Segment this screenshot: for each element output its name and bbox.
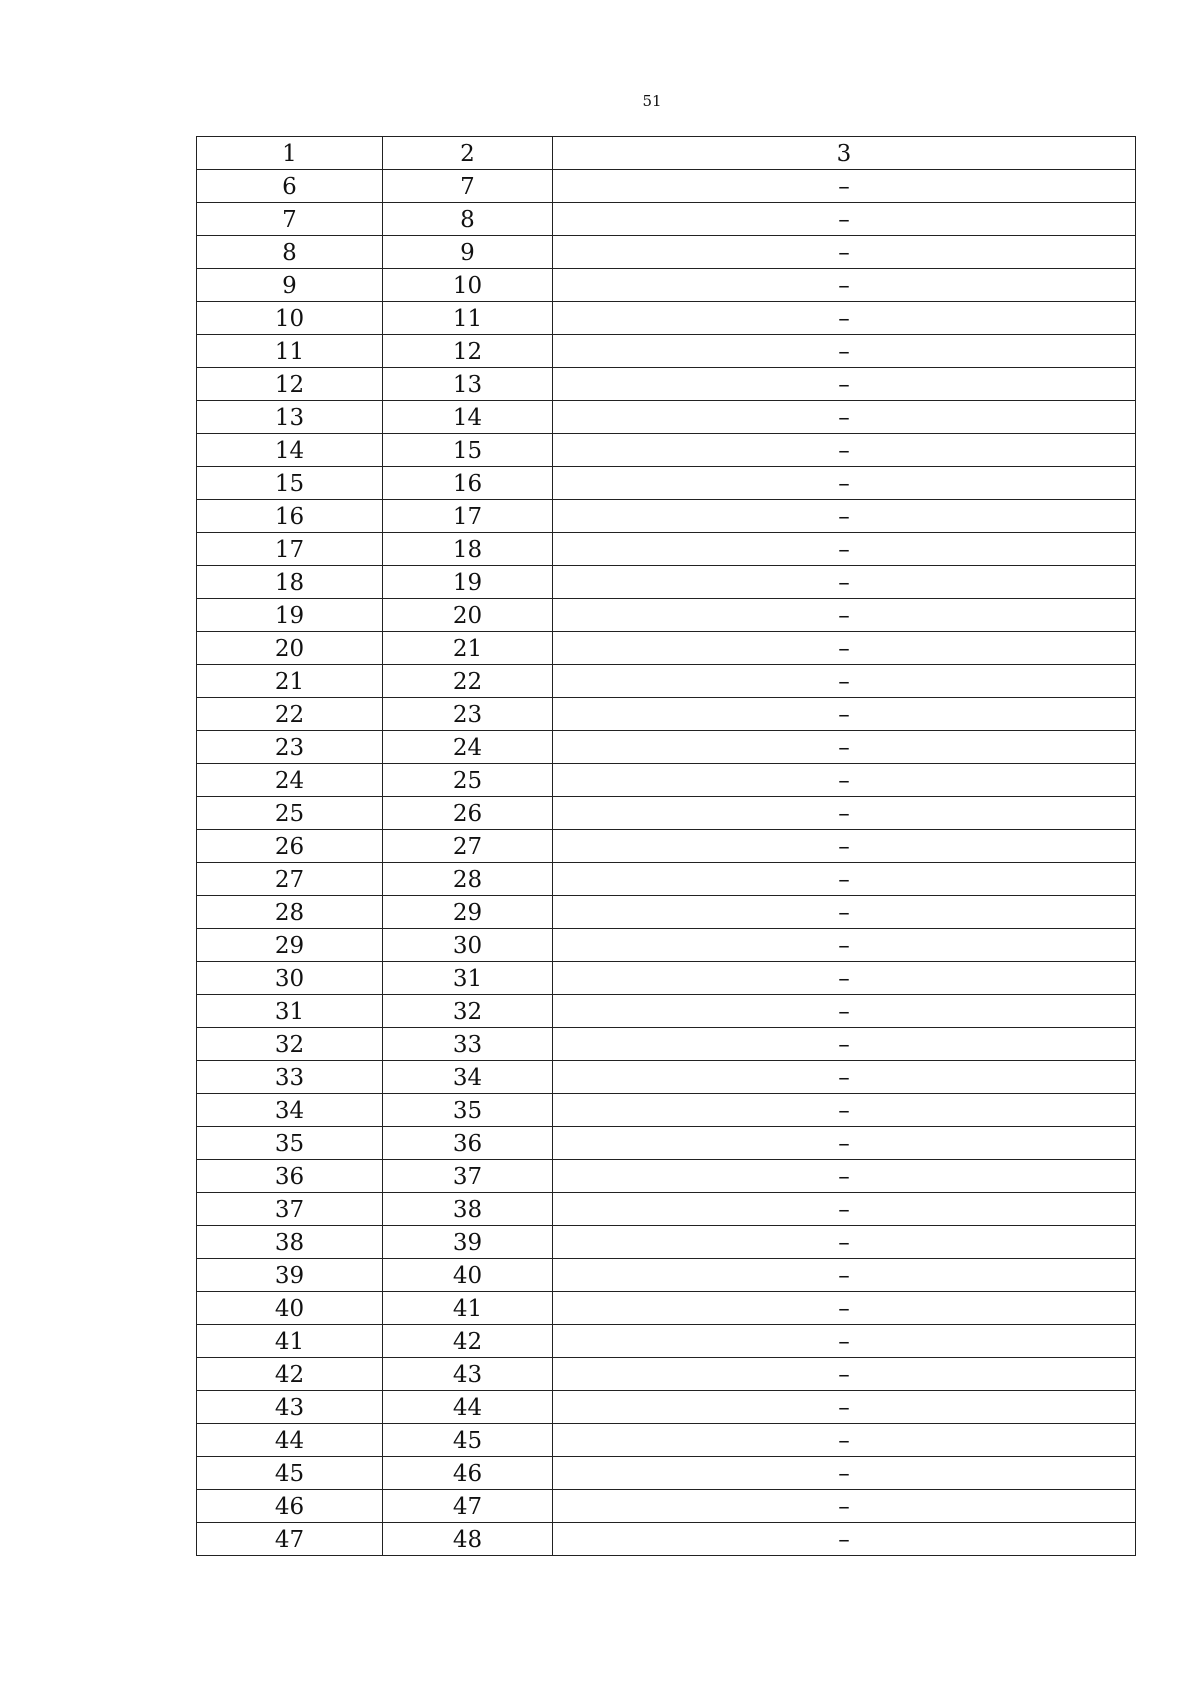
table-cell-col-2: 23 xyxy=(383,698,553,731)
table-row xyxy=(197,896,1136,929)
table-cell-col-3: – xyxy=(553,1490,1136,1523)
table-cell-col-2: 8 xyxy=(383,203,553,236)
table-cell-col-3: – xyxy=(553,1292,1136,1325)
page-number: 51 xyxy=(642,92,662,110)
table-row xyxy=(197,401,1136,434)
table-cell-col-3: – xyxy=(553,1424,1136,1457)
table-cell-col-2: 30 xyxy=(383,929,553,962)
table-cell-col-1: 32 xyxy=(197,1028,383,1061)
table-row xyxy=(197,335,1136,368)
table-cell-col-3: – xyxy=(553,1193,1136,1226)
table-cell-col-3: – xyxy=(553,1259,1136,1292)
table-cell-col-1: 24 xyxy=(197,764,383,797)
table-cell-col-3: – xyxy=(553,962,1136,995)
table-cell-col-2: 28 xyxy=(383,863,553,896)
table-cell-col-1: 34 xyxy=(197,1094,383,1127)
table-cell-col-2: 34 xyxy=(383,1061,553,1094)
table-row xyxy=(197,995,1136,1028)
table-cell-col-3: – xyxy=(553,797,1136,830)
table-cell-col-3: – xyxy=(553,1523,1136,1556)
table-cell-col-3: – xyxy=(553,665,1136,698)
table-cell-col-2: 20 xyxy=(383,599,553,632)
table-cell-col-1: 39 xyxy=(197,1259,383,1292)
table-cell-col-3: – xyxy=(553,1127,1136,1160)
table-cell-col-3: – xyxy=(553,1391,1136,1424)
table-cell-col-1: 19 xyxy=(197,599,383,632)
table-row xyxy=(197,1160,1136,1193)
table-row xyxy=(197,269,1136,302)
table-cell-col-1: 35 xyxy=(197,1127,383,1160)
table-cell-col-3: – xyxy=(553,731,1136,764)
table-cell-col-1: 29 xyxy=(197,929,383,962)
table-row xyxy=(197,665,1136,698)
table-cell-col-1: 21 xyxy=(197,665,383,698)
table-cell-col-1: 28 xyxy=(197,896,383,929)
table-cell-col-3: – xyxy=(553,1226,1136,1259)
table-cell-col-1: 10 xyxy=(197,302,383,335)
table-cell-col-1: 30 xyxy=(197,962,383,995)
table-cell-col-3: – xyxy=(553,599,1136,632)
table-cell-col-1: 11 xyxy=(197,335,383,368)
table-cell-col-2: 32 xyxy=(383,995,553,1028)
table-row xyxy=(197,962,1136,995)
table-cell-col-2: 36 xyxy=(383,1127,553,1160)
table-row xyxy=(197,1193,1136,1226)
table-cell-col-3: – xyxy=(553,764,1136,797)
table-cell-col-2: 11 xyxy=(383,302,553,335)
table-cell-col-1: 17 xyxy=(197,533,383,566)
table-cell-col-3: – xyxy=(553,1160,1136,1193)
table-cell-col-1: 8 xyxy=(197,236,383,269)
table-cell-col-3: – xyxy=(553,698,1136,731)
table-cell-col-2: 13 xyxy=(383,368,553,401)
table-cell-col-3: – xyxy=(553,632,1136,665)
table-cell-col-1: 38 xyxy=(197,1226,383,1259)
table-cell-col-2: 33 xyxy=(383,1028,553,1061)
table-row xyxy=(197,698,1136,731)
table-cell-col-2: 39 xyxy=(383,1226,553,1259)
table-cell-col-1: 15 xyxy=(197,467,383,500)
table-row xyxy=(197,203,1136,236)
table-cell-col-2: 47 xyxy=(383,1490,553,1523)
data-table xyxy=(196,136,1136,1556)
table-row xyxy=(197,1259,1136,1292)
table-cell-col-3: – xyxy=(553,929,1136,962)
header-cell-1: 1 xyxy=(197,137,383,170)
table-row xyxy=(197,302,1136,335)
table-cell-col-1: 16 xyxy=(197,500,383,533)
table-cell-col-3: – xyxy=(553,335,1136,368)
table-row xyxy=(197,1391,1136,1424)
table-header-row xyxy=(197,137,1136,170)
table-cell-col-3: – xyxy=(553,500,1136,533)
table-cell-col-2: 27 xyxy=(383,830,553,863)
header-cell-3: 3 xyxy=(553,137,1136,170)
table-cell-col-2: 46 xyxy=(383,1457,553,1490)
table-cell-col-2: 31 xyxy=(383,962,553,995)
table-cell-col-3: – xyxy=(553,995,1136,1028)
table-cell-col-3: – xyxy=(553,1094,1136,1127)
table-cell-col-1: 37 xyxy=(197,1193,383,1226)
table-cell-col-3: – xyxy=(553,1457,1136,1490)
table-cell-col-2: 10 xyxy=(383,269,553,302)
table-cell-col-3: – xyxy=(553,203,1136,236)
table-cell-col-1: 7 xyxy=(197,203,383,236)
table-cell-col-3: – xyxy=(553,533,1136,566)
table-cell-col-2: 37 xyxy=(383,1160,553,1193)
table-cell-col-1: 36 xyxy=(197,1160,383,1193)
table-cell-col-2: 26 xyxy=(383,797,553,830)
table-cell-col-2: 40 xyxy=(383,1259,553,1292)
table-body xyxy=(197,137,1136,1556)
table-cell-col-2: 29 xyxy=(383,896,553,929)
table-row xyxy=(197,236,1136,269)
table-row xyxy=(197,929,1136,962)
table-row xyxy=(197,599,1136,632)
table-cell-col-2: 48 xyxy=(383,1523,553,1556)
table-cell-col-1: 13 xyxy=(197,401,383,434)
table-cell-col-1: 46 xyxy=(197,1490,383,1523)
table-row xyxy=(197,467,1136,500)
table-row xyxy=(197,1226,1136,1259)
table-cell-col-3: – xyxy=(553,896,1136,929)
table-cell-col-1: 18 xyxy=(197,566,383,599)
table-row xyxy=(197,1358,1136,1391)
table-cell-col-3: – xyxy=(553,467,1136,500)
table-row xyxy=(197,1523,1136,1556)
table-cell-col-1: 27 xyxy=(197,863,383,896)
table-cell-col-1: 41 xyxy=(197,1325,383,1358)
table-cell-col-3: – xyxy=(553,434,1136,467)
table-row xyxy=(197,1457,1136,1490)
table-cell-col-2: 45 xyxy=(383,1424,553,1457)
table-cell-col-1: 12 xyxy=(197,368,383,401)
table-row xyxy=(197,500,1136,533)
table-cell-col-2: 9 xyxy=(383,236,553,269)
table-cell-col-2: 43 xyxy=(383,1358,553,1391)
table-cell-col-1: 25 xyxy=(197,797,383,830)
table-cell-col-3: – xyxy=(553,236,1136,269)
table-row xyxy=(197,797,1136,830)
table-cell-col-1: 43 xyxy=(197,1391,383,1424)
table-row xyxy=(197,533,1136,566)
table-cell-col-1: 20 xyxy=(197,632,383,665)
table-row xyxy=(197,632,1136,665)
header-cell-2: 2 xyxy=(383,137,553,170)
table-cell-col-2: 12 xyxy=(383,335,553,368)
table-cell-col-2: 16 xyxy=(383,467,553,500)
table-cell-col-2: 25 xyxy=(383,764,553,797)
table-row xyxy=(197,434,1136,467)
table-cell-col-2: 17 xyxy=(383,500,553,533)
table-cell-col-2: 42 xyxy=(383,1325,553,1358)
table-row xyxy=(197,1028,1136,1061)
table-cell-col-3: – xyxy=(553,830,1136,863)
table-cell-col-2: 14 xyxy=(383,401,553,434)
table-row xyxy=(197,368,1136,401)
table-cell-col-2: 44 xyxy=(383,1391,553,1424)
table-cell-col-2: 22 xyxy=(383,665,553,698)
table-cell-col-2: 38 xyxy=(383,1193,553,1226)
table-row xyxy=(197,566,1136,599)
table-cell-col-1: 42 xyxy=(197,1358,383,1391)
table-cell-col-3: – xyxy=(553,863,1136,896)
table-cell-col-1: 31 xyxy=(197,995,383,1028)
table-cell-col-3: – xyxy=(553,1028,1136,1061)
table-cell-col-2: 35 xyxy=(383,1094,553,1127)
table-cell-col-2: 24 xyxy=(383,731,553,764)
table-row xyxy=(197,863,1136,896)
table-cell-col-2: 21 xyxy=(383,632,553,665)
table-cell-col-1: 33 xyxy=(197,1061,383,1094)
table-cell-col-3: – xyxy=(553,401,1136,434)
table-row xyxy=(197,1424,1136,1457)
table-row xyxy=(197,764,1136,797)
table-cell-col-3: – xyxy=(553,170,1136,203)
table-row xyxy=(197,1292,1136,1325)
table-cell-col-1: 26 xyxy=(197,830,383,863)
table-row xyxy=(197,1325,1136,1358)
table-cell-col-3: – xyxy=(553,1325,1136,1358)
table-cell-col-1: 45 xyxy=(197,1457,383,1490)
table-cell-col-1: 22 xyxy=(197,698,383,731)
table-cell-col-2: 19 xyxy=(383,566,553,599)
table-cell-col-1: 9 xyxy=(197,269,383,302)
table-cell-col-1: 40 xyxy=(197,1292,383,1325)
table-row xyxy=(197,170,1136,203)
table-cell-col-3: – xyxy=(553,1358,1136,1391)
table-cell-col-3: – xyxy=(553,368,1136,401)
table-cell-col-1: 47 xyxy=(197,1523,383,1556)
table-cell-col-3: – xyxy=(553,302,1136,335)
table-cell-col-3: – xyxy=(553,566,1136,599)
table-row xyxy=(197,1094,1136,1127)
table-cell-col-1: 6 xyxy=(197,170,383,203)
table-row xyxy=(197,1490,1136,1523)
table-row xyxy=(197,830,1136,863)
table-cell-col-1: 23 xyxy=(197,731,383,764)
table-cell-col-1: 14 xyxy=(197,434,383,467)
table-cell-col-1: 44 xyxy=(197,1424,383,1457)
table-row xyxy=(197,1061,1136,1094)
table-cell-col-3: – xyxy=(553,269,1136,302)
table-cell-col-3: – xyxy=(553,1061,1136,1094)
table-row xyxy=(197,731,1136,764)
table-cell-col-2: 7 xyxy=(383,170,553,203)
table-cell-col-2: 41 xyxy=(383,1292,553,1325)
table-cell-col-2: 18 xyxy=(383,533,553,566)
table-row xyxy=(197,1127,1136,1160)
table-cell-col-2: 15 xyxy=(383,434,553,467)
